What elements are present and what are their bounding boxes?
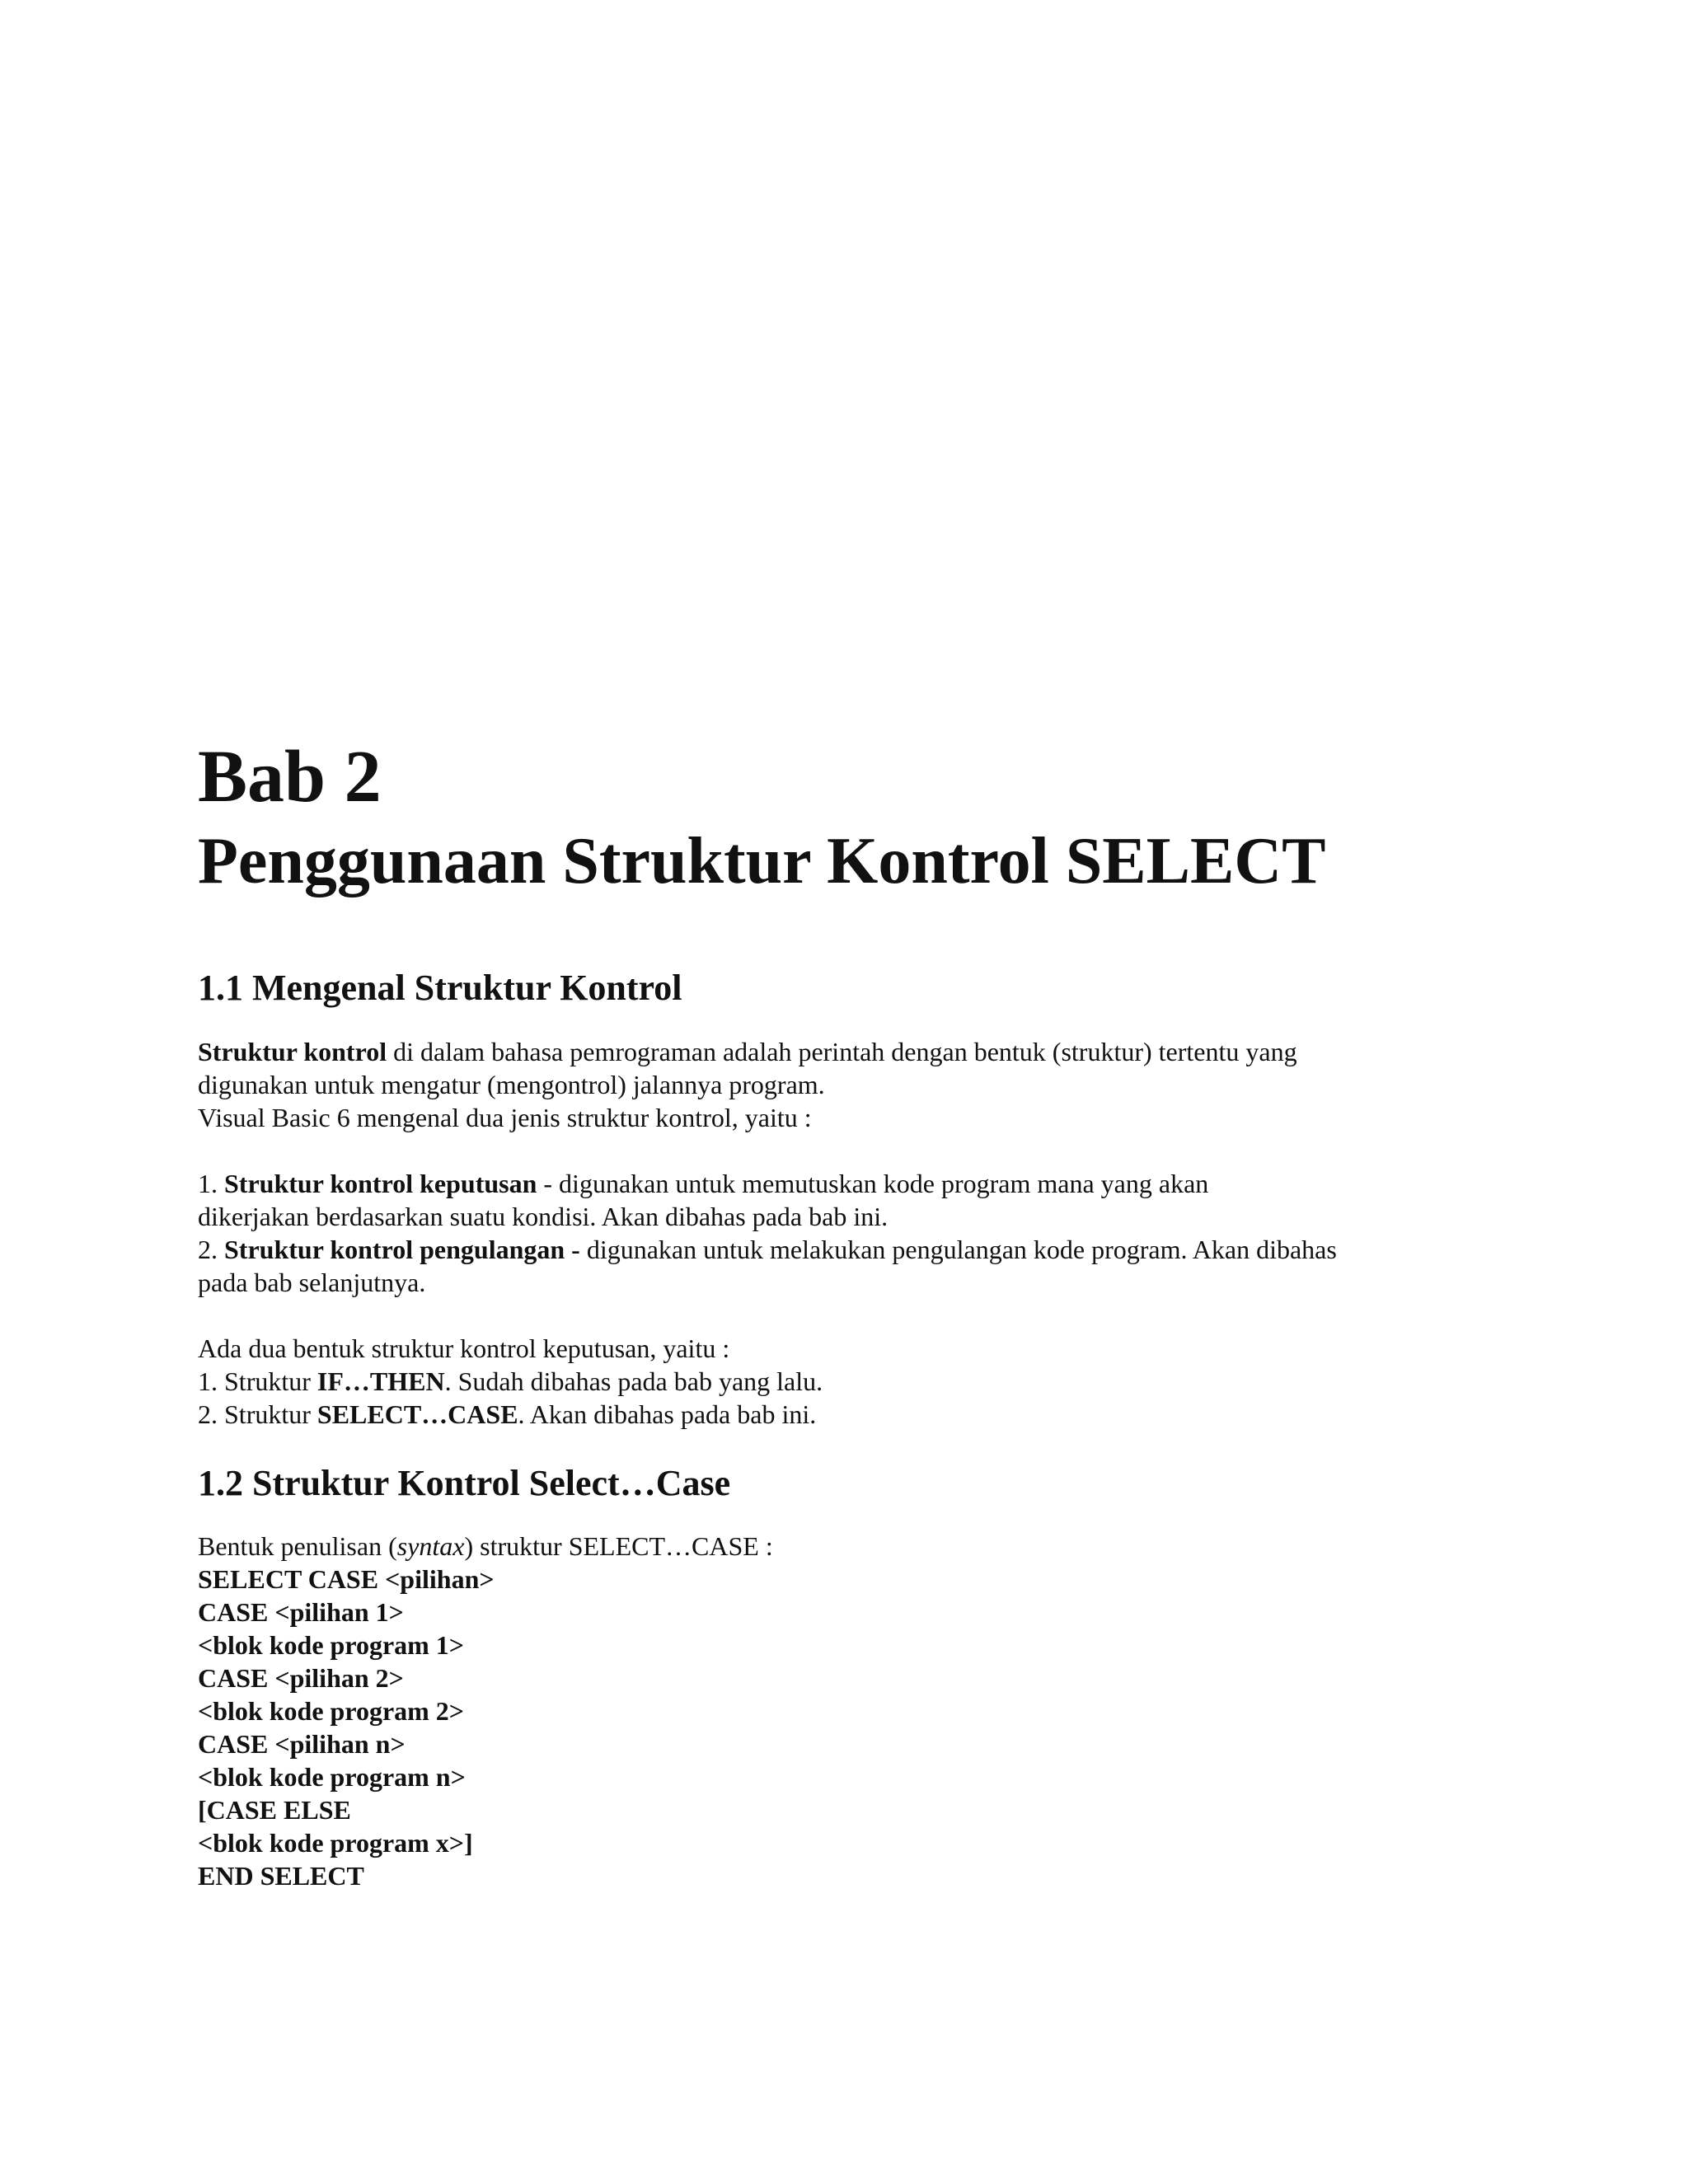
- section-1-2-body: [198, 1530, 1484, 1892]
- syntax-intro: [198, 1530, 1484, 1563]
- decision-form-2-prefix: 2. Struktur: [198, 1399, 317, 1429]
- type-item-1-continuation: dikerjakan berdasarkan suatu kondisi. Akan dibahas pada bab ini.: [198, 1202, 889, 1231]
- type-item-2-prefix: 2.: [198, 1235, 224, 1264]
- chapter-number: Bab 2: [198, 736, 382, 818]
- code-line: <blok kode program 1>: [198, 1630, 465, 1660]
- code-line: [CASE ELSE: [198, 1795, 351, 1825]
- section-1-1-body: [198, 1035, 1484, 1431]
- syntax-intro-after: ) struktur SELECT…CASE :: [464, 1531, 773, 1561]
- type-item-1-term: Struktur kontrol keputusan: [224, 1169, 537, 1198]
- decision-form-2: [198, 1398, 1484, 1431]
- decision-form-2-desc: . Akan dibahas pada bab ini.: [518, 1399, 817, 1429]
- code-line: SELECT CASE <pilihan>: [198, 1564, 495, 1594]
- intro-line-1: [198, 1035, 1484, 1068]
- section-heading-1-2: 1.2 Struktur Kontrol Select…Case: [198, 1463, 731, 1503]
- syntax-intro-italic: syntax: [396, 1531, 465, 1561]
- paragraph-gap: [198, 1134, 1484, 1167]
- paragraph-gap: [198, 1299, 1484, 1332]
- intro-line-2: digunakan untuk mengatur (mengontrol) jalannya program.: [198, 1070, 825, 1099]
- code-line: CASE <pilihan 1>: [198, 1597, 404, 1627]
- decision-form-1-desc: . Sudah dibahas pada bab yang lalu.: [444, 1366, 823, 1396]
- decision-intro: Ada dua bentuk struktur kontrol keputusan, yaitu :: [198, 1333, 730, 1363]
- code-line: CASE <pilihan 2>: [198, 1663, 404, 1693]
- code-line: <blok kode program 2>: [198, 1696, 465, 1726]
- code-line: <blok kode program x>]: [198, 1828, 473, 1858]
- decision-form-1-keyword: IF…THEN: [316, 1366, 445, 1396]
- intro-bold-term: Struktur kontrol: [198, 1037, 387, 1066]
- syntax-intro-before: Bentuk penulisan (: [198, 1531, 397, 1561]
- code-line: <blok kode program n>: [198, 1762, 466, 1792]
- decision-form-1-prefix: 1. Struktur: [198, 1366, 317, 1396]
- decision-form-1: [198, 1365, 1484, 1398]
- chapter-title: Penggunaan Struktur Kontrol SELECT: [198, 825, 1326, 898]
- code-line: END SELECT: [198, 1861, 364, 1891]
- intro-line-3: Visual Basic 6 mengenal dua jenis struktur kontrol, yaitu :: [198, 1103, 812, 1132]
- type-item-2-desc: digunakan untuk melakukan pengulangan kode program. Akan dibahas: [579, 1235, 1337, 1264]
- code-line: CASE <pilihan n>: [198, 1729, 406, 1759]
- type-item-1-desc: - digunakan untuk memutuskan kode program mana yang akan: [537, 1169, 1209, 1198]
- type-item-2-term: Struktur kontrol pengulangan -: [224, 1235, 580, 1264]
- section-heading-1-1: 1.1 Mengenal Struktur Kontrol: [198, 968, 682, 1008]
- type-item-1-prefix: 1.: [198, 1169, 224, 1198]
- decision-form-2-keyword: SELECT…CASE: [316, 1399, 518, 1429]
- intro-rest-line-1: di dalam bahasa pemrograman adalah perintah dengan bentuk (struktur) tertentu yang: [387, 1037, 1297, 1066]
- type-item-2-continuation: pada bab selanjutnya.: [198, 1268, 426, 1297]
- type-item-2: [198, 1233, 1484, 1266]
- syntax-code-block: [198, 1563, 1484, 1892]
- type-item-1: [198, 1167, 1484, 1200]
